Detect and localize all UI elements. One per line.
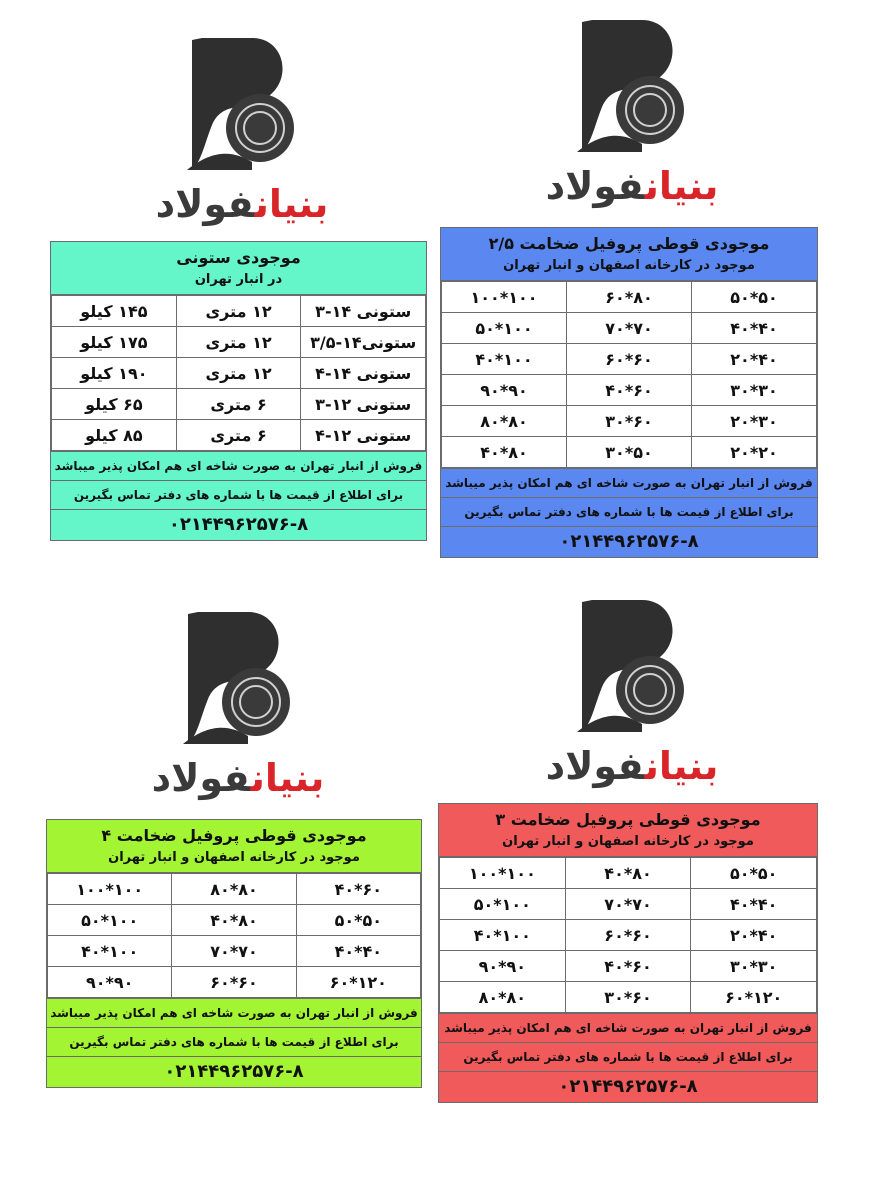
card-title: موجودی قوطی پروفیل ضخامت ۲/۵ <box>488 234 770 253</box>
price-note: برای اطلاع از قیمت ها با شماره های دفتر تماس بگیرین <box>47 1027 421 1056</box>
table-cell: ۴۰*۴۰ <box>692 313 817 344</box>
phone-number[interactable]: ۰۲۱۴۴۹۶۲۵۷۶-۸ <box>439 1071 817 1102</box>
table-cell: ۷۰*۷۰ <box>567 313 692 344</box>
brand-mark-icon <box>182 30 302 180</box>
table-row <box>440 858 817 889</box>
brand-mark-icon <box>572 592 692 742</box>
card-title: موجودی قوطی پروفیل ضخامت ۴ <box>101 826 367 845</box>
table-cell: ۱۲ متری <box>176 327 301 358</box>
table-cell: ۶۰*۴۰ <box>296 874 420 905</box>
table-cell: ۴۰*۲۰ <box>691 920 817 951</box>
table-cell: ۸۰*۸۰ <box>440 982 566 1013</box>
table-cell: ۸۰*۸۰ <box>172 874 296 905</box>
table-cell: ۶۰*۴۰ <box>565 951 691 982</box>
table-row <box>48 936 421 967</box>
table-cell: ۶۰*۴۰ <box>567 375 692 406</box>
brand-name: بنیانفولاد <box>155 182 329 226</box>
table-cell: ۶۵ کیلو <box>52 389 177 420</box>
table-cell: ۶ متری <box>176 389 301 420</box>
table-cell: ۴۰*۲۰ <box>692 344 817 375</box>
table-cell: ۱۷۵ کیلو <box>52 327 177 358</box>
table-cell: ستونی ۱۴-۴ <box>301 358 426 389</box>
table-cell: ۸۰*۴۰ <box>442 437 567 468</box>
profile-4-table <box>47 873 421 998</box>
sale-note: فروش از انبار تهران به صورت شاخه ای هم امکان پذیر میباشد <box>439 1013 817 1042</box>
table-row <box>442 406 817 437</box>
phone-number[interactable]: ۰۲۱۴۴۹۶۲۵۷۶-۸ <box>441 526 817 557</box>
table-cell: ۱۲ متری <box>176 358 301 389</box>
card-subtitle: موجود در کارخانه اصفهان و انبار تهران <box>503 258 755 273</box>
phone-number[interactable]: ۰۲۱۴۴۹۶۲۵۷۶-۸ <box>51 509 426 540</box>
table-row <box>52 389 426 420</box>
table-cell: ۹۰*۹۰ <box>442 375 567 406</box>
table-cell: ۴۰*۴۰ <box>296 936 420 967</box>
table-cell: ۸۵ کیلو <box>52 420 177 451</box>
table-cell: ۱۰۰*۴۰ <box>442 344 567 375</box>
table-cell: ۸۰*۶۰ <box>567 282 692 313</box>
card-subtitle: در انبار تهران <box>194 272 283 287</box>
brand-logo <box>532 12 732 212</box>
table-row <box>442 437 817 468</box>
table-cell: ۱۲ متری <box>176 296 301 327</box>
table-cell: ۲۰*۲۰ <box>692 437 817 468</box>
table-cell: ستونی۱۴-۳/۵ <box>301 327 426 358</box>
profile-4-card <box>46 819 422 1088</box>
card-title: موجودی قوطی پروفیل ضخامت ۳ <box>495 810 761 829</box>
price-note: برای اطلاع از قیمت ها با شماره های دفتر تماس بگیرین <box>441 497 817 526</box>
table-cell: ۱۰۰*۴۰ <box>440 920 566 951</box>
brand-logo <box>138 604 338 804</box>
table-row <box>442 375 817 406</box>
table-row <box>52 296 426 327</box>
table-cell: ۷۰*۷۰ <box>565 889 691 920</box>
table-row <box>442 282 817 313</box>
table-cell: ۱۲۰*۶۰ <box>296 967 420 998</box>
brand-mark-icon <box>572 12 692 162</box>
table-row <box>440 982 817 1013</box>
card-header <box>51 242 426 295</box>
table-cell: ۳۰*۲۰ <box>692 406 817 437</box>
phone-number[interactable]: ۰۲۱۴۴۹۶۲۵۷۶-۸ <box>47 1056 421 1087</box>
table-cell: ۵۰*۳۰ <box>567 437 692 468</box>
table-cell: ۱۲۰*۶۰ <box>691 982 817 1013</box>
column-stock-card <box>50 241 427 541</box>
table-row <box>440 951 817 982</box>
sale-note: فروش از انبار تهران به صورت شاخه ای هم امکان پذیر میباشد <box>47 998 421 1027</box>
table-cell: ۶۰*۳۰ <box>567 406 692 437</box>
brand-name: بنیانفولاد <box>545 744 719 788</box>
profile-3-table <box>439 857 817 1013</box>
table-cell: ۹۰*۹۰ <box>48 967 172 998</box>
table-cell: ۱۰۰*۵۰ <box>440 889 566 920</box>
table-cell: ۱۰۰*۵۰ <box>48 905 172 936</box>
table-cell: ۵۰*۵۰ <box>296 905 420 936</box>
table-cell: ۶ متری <box>176 420 301 451</box>
sale-note: فروش از انبار تهران به صورت شاخه ای هم امکان پذیر میباشد <box>51 451 426 480</box>
table-row <box>48 967 421 998</box>
profile-25-table <box>441 281 817 468</box>
card-header <box>441 228 817 281</box>
table-row <box>52 420 426 451</box>
table-row <box>52 358 426 389</box>
table-cell: ۱۰۰*۵۰ <box>442 313 567 344</box>
card-title: موجودی ستونی <box>176 248 301 267</box>
brand-name: بنیانفولاد <box>545 164 719 208</box>
table-cell: ۳۰*۳۰ <box>691 951 817 982</box>
table-row <box>48 905 421 936</box>
card-header <box>439 804 817 857</box>
table-cell: ۱۰۰*۱۰۰ <box>442 282 567 313</box>
card-header <box>47 820 421 873</box>
table-cell: ۱۰۰*۱۰۰ <box>48 874 172 905</box>
table-cell: ۱۰۰*۴۰ <box>48 936 172 967</box>
table-cell: ۱۰۰*۱۰۰ <box>440 858 566 889</box>
table-cell: ۷۰*۷۰ <box>172 936 296 967</box>
profile-3-card <box>438 803 818 1103</box>
brand-logo <box>532 592 732 792</box>
table-row <box>442 344 817 375</box>
column-stock-table <box>51 295 426 451</box>
table-cell: ستونی ۱۴-۳ <box>301 296 426 327</box>
brand-logo <box>142 30 342 230</box>
table-cell: ۶۰*۳۰ <box>565 982 691 1013</box>
table-cell: ستونی ۱۲-۳ <box>301 389 426 420</box>
table-row <box>440 889 817 920</box>
brand-name: بنیانفولاد <box>151 756 325 800</box>
card-subtitle: موجود در کارخانه اصفهان و انبار تهران <box>502 834 754 849</box>
table-cell: ۱۹۰ کیلو <box>52 358 177 389</box>
table-row <box>442 313 817 344</box>
table-cell: ۶۰*۶۰ <box>565 920 691 951</box>
table-cell: ۶۰*۶۰ <box>172 967 296 998</box>
table-cell: ۸۰*۸۰ <box>442 406 567 437</box>
table-cell: ستونی ۱۲-۴ <box>301 420 426 451</box>
table-cell: ۸۰*۴۰ <box>565 858 691 889</box>
table-cell: ۶۰*۶۰ <box>567 344 692 375</box>
brand-mark-icon <box>178 604 298 754</box>
table-row <box>440 920 817 951</box>
price-note: برای اطلاع از قیمت ها با شماره های دفتر تماس بگیرین <box>439 1042 817 1071</box>
card-subtitle: موجود در کارخانه اصفهان و انبار تهران <box>108 850 360 865</box>
table-cell: ۹۰*۹۰ <box>440 951 566 982</box>
table-row <box>52 327 426 358</box>
table-cell: ۱۴۵ کیلو <box>52 296 177 327</box>
table-row <box>48 874 421 905</box>
table-cell: ۵۰*۵۰ <box>692 282 817 313</box>
table-cell: ۵۰*۵۰ <box>691 858 817 889</box>
table-cell: ۴۰*۴۰ <box>691 889 817 920</box>
table-cell: ۳۰*۳۰ <box>692 375 817 406</box>
price-note: برای اطلاع از قیمت ها با شماره های دفتر تماس بگیرین <box>51 480 426 509</box>
profile-25-card <box>440 227 818 558</box>
sale-note: فروش از انبار تهران به صورت شاخه ای هم امکان پذیر میباشد <box>441 468 817 497</box>
table-cell: ۸۰*۴۰ <box>172 905 296 936</box>
